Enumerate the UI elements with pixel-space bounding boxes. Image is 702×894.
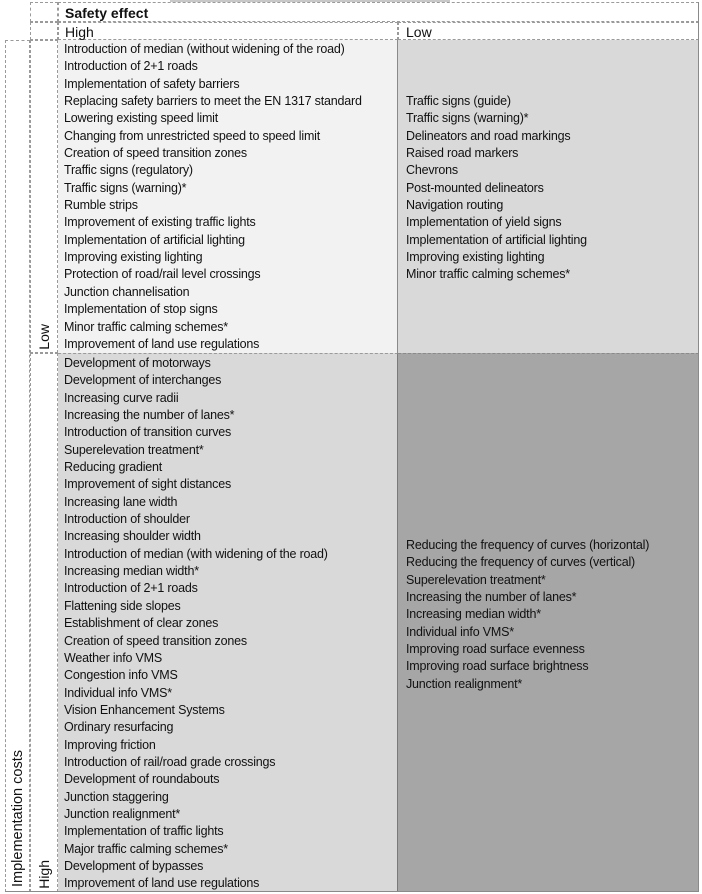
list-item: Delineators and road markings: [406, 128, 571, 143]
high-cost-label: High: [36, 860, 52, 889]
low-cost-low-effect-cell: [398, 40, 699, 353]
list-item: Introduction of 2+1 roads: [64, 59, 198, 74]
list-item: Introduction of transition curves: [64, 425, 232, 440]
list-item: Minor traffic calming schemes*: [406, 267, 570, 282]
list-item: Superelevation treatment*: [406, 572, 546, 587]
list-item: Ordinary resurfacing: [64, 720, 174, 735]
low-effect-header: Low: [406, 24, 432, 40]
list-item: Creation of speed transition zones: [64, 633, 247, 648]
list-item: Individual info VMS*: [64, 685, 172, 700]
list-item: Increasing shoulder width: [64, 529, 201, 544]
list-item: Improving road surface brightness: [406, 659, 589, 674]
table-bottom-border: [5, 891, 699, 892]
list-item: Development of bypasses: [64, 858, 204, 873]
list-item: Traffic signs (warning)*: [64, 180, 187, 195]
list-item: Chevrons: [406, 163, 458, 178]
list-item: Reducing the frequency of curves (horizontal): [406, 538, 650, 552]
high-cost-low-effect-list: [406, 537, 699, 693]
list-item: Increasing the number of lanes*: [406, 590, 577, 605]
list-item: Vision Enhancement Systems: [64, 702, 225, 717]
safety-effect-header-cell: [58, 2, 699, 22]
list-item: Changing from unrestricted speed to speed limit: [64, 128, 321, 143]
list-item: Implementation of traffic lights: [64, 824, 224, 839]
list-item: Reducing the frequency of curves (vertical): [406, 555, 636, 570]
list-item: Individual info VMS*: [406, 624, 514, 639]
list-item: Lowering existing speed limit: [64, 111, 219, 126]
list-item: Improvement of sight distances: [64, 477, 231, 492]
list-item: Superelevation treatment*: [64, 442, 204, 457]
list-item: Increasing curve radii: [64, 390, 179, 405]
high-cost-high-effect-list: [64, 355, 397, 893]
list-item: Introduction of rail/road grade crossings: [64, 754, 276, 769]
list-item: Implementation of stop signs: [64, 302, 218, 317]
list-item: Navigation routing: [406, 198, 504, 213]
safety-effect-header: Safety effect: [65, 5, 149, 21]
list-item: Development of roundabouts: [64, 772, 220, 787]
list-item: Introduction of median (with widening of the road): [64, 546, 328, 561]
high-effect-header: High: [65, 24, 94, 40]
list-item: Development of motorways: [64, 356, 211, 370]
list-item: Improvement of existing traffic lights: [64, 215, 256, 230]
list-item: Junction realignment*: [64, 806, 181, 821]
list-item: Creation of speed transition zones: [64, 146, 247, 161]
corner-cell-bottom: [30, 22, 58, 40]
low-cost-label-cell: [30, 40, 58, 353]
list-item: Traffic signs (guide): [406, 94, 511, 108]
table-right-border: [698, 2, 699, 892]
low-cost-high-effect-list: [64, 41, 397, 353]
list-item: Minor traffic calming schemes*: [64, 319, 228, 334]
high-cost-high-effect-cell: [58, 353, 398, 892]
list-item: Increasing median width*: [64, 564, 199, 579]
list-item: Protection of road/rail level crossings: [64, 267, 261, 282]
list-item: Junction staggering: [64, 789, 169, 804]
high-cost-low-effect-cell: [398, 353, 699, 892]
list-item: Weather info VMS: [64, 650, 163, 665]
low-cost-low-effect-list: [406, 93, 699, 284]
high-effect-header-cell: [58, 22, 398, 40]
list-item: Traffic signs (warning)*: [406, 111, 529, 126]
list-item: Replacing safety barriers to meet the EN 1317 standard: [64, 94, 362, 109]
list-item: Major traffic calming schemes*: [64, 841, 228, 856]
high-cost-label-cell: [30, 353, 58, 892]
low-effect-header-cell: [398, 22, 699, 40]
list-item: Establishment of clear zones: [64, 616, 219, 631]
list-item: Implementation of safety barriers: [64, 76, 240, 91]
list-item: Introduction of median (without widening of the road): [64, 42, 345, 56]
list-item: Improving existing lighting: [406, 250, 545, 265]
list-item: Improving existing lighting: [64, 250, 203, 265]
list-item: Introduction of 2+1 roads: [64, 581, 198, 596]
list-item: Improvement of land use regulations: [64, 336, 260, 351]
implementation-costs-cell: [5, 40, 30, 892]
list-item: Junction channelisation: [64, 284, 190, 299]
list-item: Development of interchanges: [64, 373, 222, 388]
list-item: Increasing median width*: [406, 607, 541, 622]
list-item: Introduction of shoulder: [64, 512, 190, 527]
list-item: Improving friction: [64, 737, 156, 752]
list-item: Flattening side slopes: [64, 598, 181, 613]
list-item: Implementation of artificial lighting: [406, 232, 587, 247]
list-item: Increasing lane width: [64, 494, 178, 509]
list-item: Implementation of artificial lighting: [64, 232, 245, 247]
list-item: Congestion info VMS: [64, 668, 178, 683]
list-item: Rumble strips: [64, 198, 138, 213]
list-item: Traffic signs (regulatory): [64, 163, 193, 178]
list-item: Improvement of land use regulations: [64, 876, 260, 891]
low-cost-label: Low: [36, 324, 52, 350]
list-item: Increasing the number of lanes*: [64, 408, 235, 423]
corner-cell-top: [30, 2, 58, 22]
list-item: Raised road markers: [406, 146, 519, 161]
list-item: Junction realignment*: [406, 676, 523, 691]
list-item: Reducing gradient: [64, 460, 163, 475]
list-item: Post-mounted delineators: [406, 180, 544, 195]
low-cost-high-effect-cell: [58, 40, 398, 353]
implementation-costs-label: Implementation costs: [9, 749, 26, 887]
list-item: Improving road surface evenness: [406, 642, 585, 657]
list-item: Implementation of yield signs: [406, 215, 562, 230]
